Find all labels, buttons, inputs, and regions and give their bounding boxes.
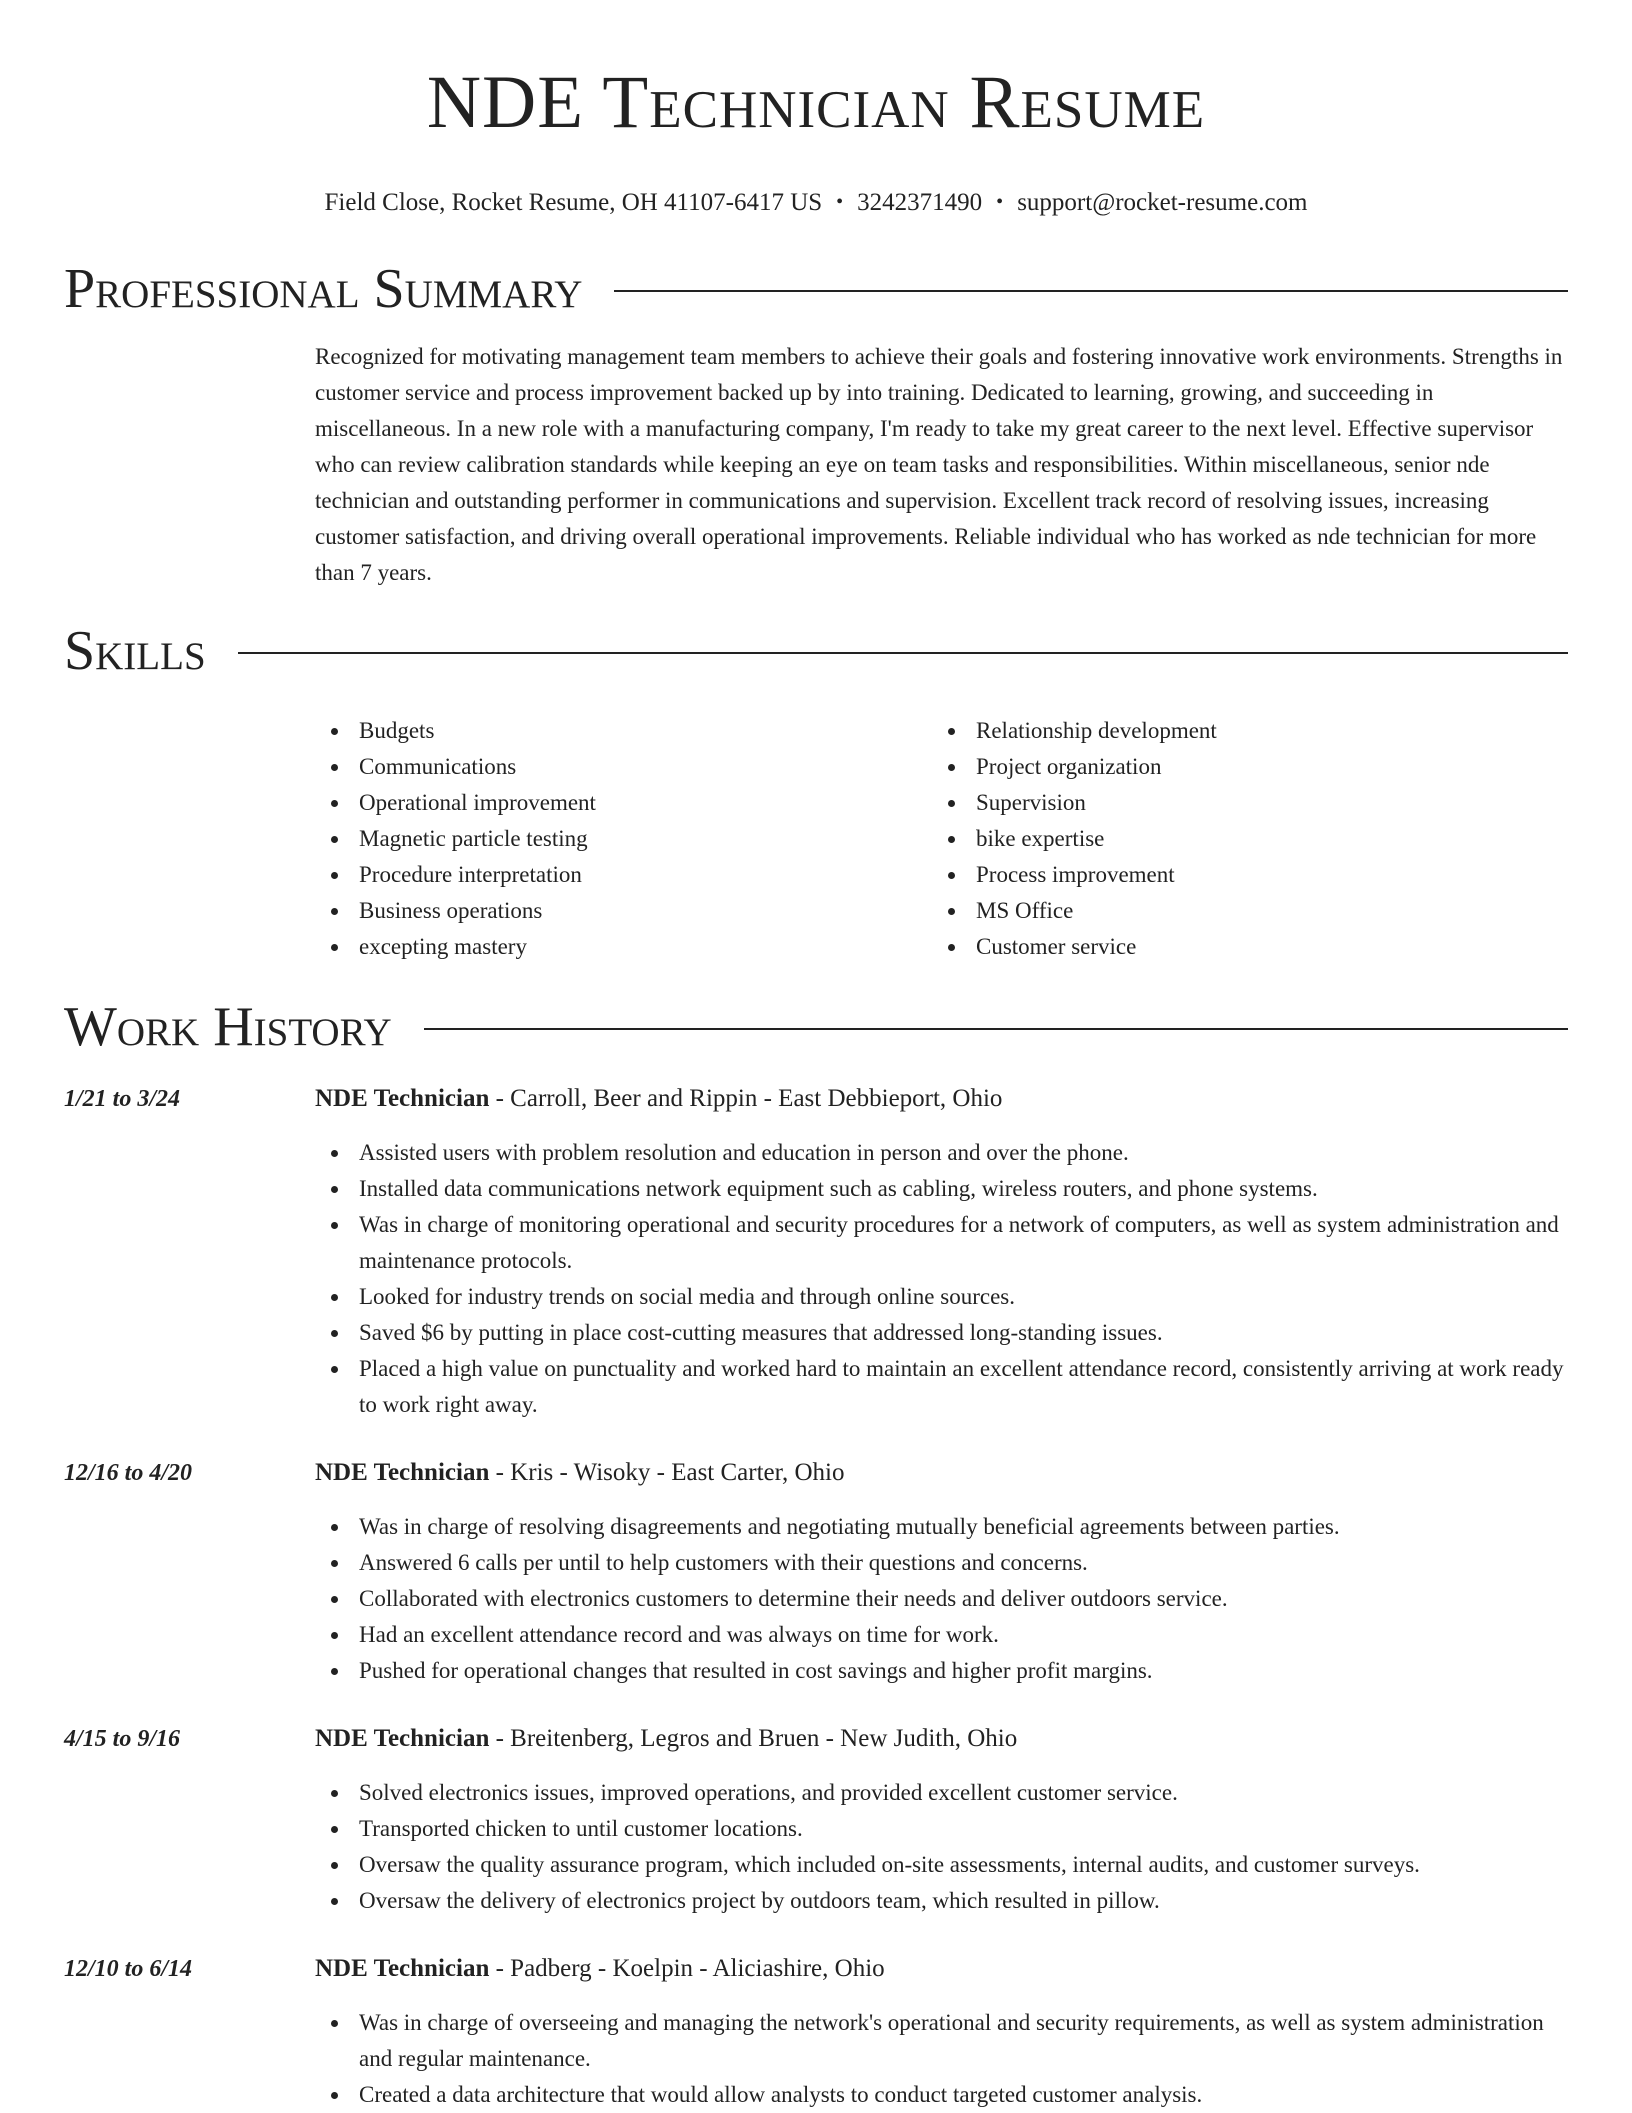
skill-item: Business operations (315, 893, 932, 929)
job-body (315, 1455, 1568, 1689)
job-duty-item: Looked for industry trends on social media and through online sources. (315, 1279, 1568, 1315)
resume-page (64, 0, 1568, 2113)
job-employer: - Carroll, Beer and Rippin - East Debbieport, Ohio (489, 1085, 1003, 1112)
job-employer: - Kris - Wisoky - East Carter, Ohio (489, 1459, 845, 1486)
contact-email[interactable]: support@rocket-resume.com (1017, 189, 1308, 216)
skill-item: Communications (315, 749, 932, 785)
skills-column-left (315, 713, 932, 965)
skill-item: Relationship development (932, 713, 1549, 749)
job-duty-item: Was in charge of overseeing and managing the network's operational and security requirements, as well as system administration and regular maintenance. (315, 2005, 1568, 2077)
contact-phone: 3242371490 (857, 189, 983, 216)
contact-separator: • (996, 191, 1004, 213)
job-duty-item: Saved $6 by putting in place cost-cutting measures that addressed long-standing issues. (315, 1315, 1568, 1351)
job-employer: - Breitenberg, Legros and Bruen - New Judith, Ohio (489, 1725, 1018, 1752)
job-duties (315, 2005, 1568, 2113)
job-duties (315, 1775, 1568, 1919)
job-body (315, 1721, 1568, 1919)
skills-section-header (64, 619, 1568, 683)
skill-item: Process improvement (932, 857, 1549, 893)
job-duties (315, 1135, 1568, 1423)
job-employer: - Padberg - Koelpin - Aliciashire, Ohio (489, 1955, 885, 1982)
skill-item: Supervision (932, 785, 1549, 821)
job-duty-item: Was in charge of resolving disagreements and negotiating mutually beneficial agreements between parties. (315, 1509, 1568, 1545)
job-duty-item: Created a data architecture that would allow analysts to conduct targeted customer analysis. (315, 2077, 1568, 2113)
skill-item: Customer service (932, 929, 1549, 965)
job-entry (64, 1721, 1568, 1919)
section-divider (614, 290, 1568, 292)
skills-column-right (932, 713, 1549, 965)
job-duty-item: Collaborated with electronics customers to determine their needs and deliver outdoors service. (315, 1581, 1568, 1617)
skill-item: excepting mastery (315, 929, 932, 965)
job-entry (64, 1081, 1568, 1423)
skill-item: Budgets (315, 713, 932, 749)
section-divider (238, 652, 1568, 654)
skill-item: Procedure interpretation (315, 857, 932, 893)
job-role: NDE Technician (315, 1725, 490, 1752)
job-title-line (315, 1081, 1568, 1117)
job-duty-item: Installed data communications network equipment such as cabling, wireless routers, and phone systems. (315, 1171, 1568, 1207)
job-dates: 12/10 to 6/14 (64, 1956, 193, 1982)
job-role: NDE Technician (315, 1955, 490, 1982)
job-duty-item: Had an excellent attendance record and was always on time for work. (315, 1617, 1568, 1653)
contact-line (64, 188, 1568, 219)
job-duty-item: Was in charge of monitoring operational and security procedures for a network of computers, as well as system administration and maintenance protocols. (315, 1207, 1568, 1279)
section-divider (424, 1028, 1568, 1030)
skill-item: Operational improvement (315, 785, 932, 821)
job-entry (64, 1455, 1568, 1689)
skills-list (315, 713, 1568, 965)
skills-heading: Skills (64, 620, 206, 682)
contact-address: Field Close, Rocket Resume, OH 41107-6417 US (324, 189, 823, 216)
job-duty-item: Assisted users with problem resolution and education in person and over the phone. (315, 1135, 1568, 1171)
resume-title: NDE Technician Resume (426, 61, 1206, 144)
skill-item: MS Office (932, 893, 1549, 929)
job-duty-item: Answered 6 calls per until to help customers with their questions and concerns. (315, 1545, 1568, 1581)
job-duties (315, 1509, 1568, 1689)
skill-item: bike expertise (932, 821, 1549, 857)
job-duty-item: Pushed for operational changes that resulted in cost savings and higher profit margins. (315, 1653, 1568, 1689)
job-duty-item: Placed a high value on punctuality and worked hard to maintain an excellent attendance record, consistently arriving at work ready to work right away. (315, 1351, 1568, 1423)
skill-item: Project organization (932, 749, 1549, 785)
job-title-line (315, 1721, 1568, 1757)
job-duty-item: Solved electronics issues, improved operations, and provided excellent customer service. (315, 1775, 1568, 1811)
job-duty-item: Oversaw the quality assurance program, which included on-site assessments, internal audits, and customer surveys. (315, 1847, 1568, 1883)
job-dates: 12/16 to 4/20 (64, 1460, 193, 1486)
job-dates: 1/21 to 3/24 (64, 1086, 181, 1112)
summary-heading: Professional Summary (64, 258, 583, 320)
job-title-line (315, 1455, 1568, 1491)
summary-text: Recognized for motivating management team members to achieve their goals and fostering innovative work environments. Strengths in customer service and process improvement backed up by into training. Dedicated to learning, growing, and succeeding in miscellaneous. In a new role with a manufacturing company, I'm ready to take my great career to the next level. Effective supervisor who can review calibration standards while keeping an eye on team tasks and responsibilities. Within miscellaneous, senior nde technician and outstanding performer in communications and supervision. Excellent track record of resolving issues, increasing customer satisfaction, and driving overall operational improvements. Reliable individual who has worked as nde technician for more than 7 years. (315, 344, 1563, 585)
job-body (315, 1081, 1568, 1423)
job-duty-item: Transported chicken to until customer locations. (315, 1811, 1568, 1847)
work-history-heading: Work History (64, 996, 392, 1058)
skill-item: Magnetic particle testing (315, 821, 932, 857)
job-role: NDE Technician (315, 1085, 490, 1112)
job-dates: 4/15 to 9/16 (64, 1726, 181, 1752)
job-body (315, 1951, 1568, 2113)
job-title-line (315, 1951, 1568, 1987)
contact-separator: • (836, 191, 844, 213)
job-entry (64, 1951, 1568, 2113)
summary-section-header (64, 257, 1568, 321)
job-duty-item: Oversaw the delivery of electronics project by outdoors team, which resulted in pillow. (315, 1883, 1568, 1919)
job-role: NDE Technician (315, 1459, 490, 1486)
work-history-section-header (64, 995, 1568, 1059)
